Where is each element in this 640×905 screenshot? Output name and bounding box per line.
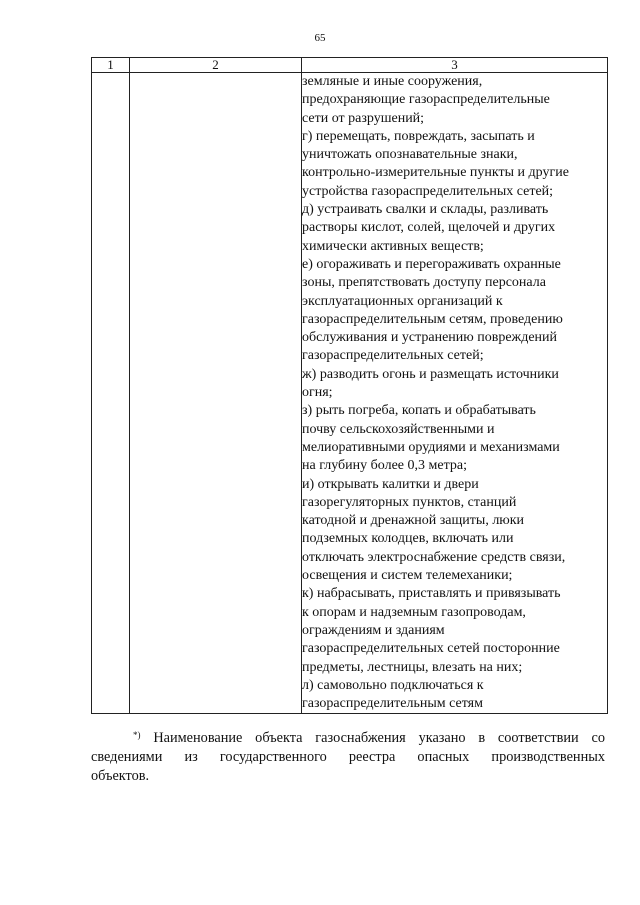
text-line: газорегуляторных пунктов, станций	[302, 494, 517, 510]
text-line: мелиоративными орудиями и механизмами	[302, 439, 560, 455]
text-line: контрольно-измерительные пункты и другие	[302, 165, 569, 181]
cell-column-2	[130, 73, 302, 714]
document-table	[91, 57, 608, 714]
text-line: газораспределительных сетей;	[302, 348, 484, 364]
text-line: устройства газораспределительных сетей;	[302, 183, 554, 199]
text-line: ограждениям и зданиям	[302, 622, 445, 638]
text-line: катодной и дренажной защиты, люки	[302, 513, 525, 529]
text-line: химически активных веществ;	[302, 238, 484, 254]
text-line: освещения и систем телемеханики;	[302, 568, 513, 584]
column-header-2: 2	[130, 58, 302, 73]
text-line: к опорам и надземным газопроводам,	[302, 604, 526, 620]
text-line: обслуживания и устранению повреждений	[302, 330, 558, 346]
footnote-marker: *)	[133, 730, 141, 740]
text-line: газораспределительных сетей посторонние	[302, 641, 560, 657]
text-line: л) самовольно подключаться к	[302, 677, 484, 693]
cell-column-3	[302, 73, 608, 714]
text-line: з) рыть погреба, копать и обрабатывать	[302, 403, 536, 419]
cell-column-1	[92, 73, 130, 714]
column-header-1: 1	[92, 58, 130, 73]
table-row	[92, 73, 608, 714]
column-header-3: 3	[302, 58, 608, 73]
table-header-row	[92, 58, 608, 73]
text-line: предметы, лестницы, влезать на них;	[302, 659, 523, 675]
page-number: 65	[314, 32, 326, 44]
text-line: д) устраивать свалки и склады, разливать	[302, 202, 549, 218]
footnote-line	[91, 729, 605, 748]
text-line: земляные и иные сооружения,	[302, 74, 483, 89]
text-line: отключать электроснабжение средств связи,	[302, 549, 566, 565]
text-line: растворы кислот, солей, щелочей и других	[302, 220, 556, 236]
text-line: огня;	[302, 385, 333, 401]
text-line: газораспределительным сетям, проведению	[302, 311, 563, 327]
text-line: газораспределительным сетям	[302, 696, 483, 712]
text-line: и) открывать калитки и двери	[302, 476, 479, 492]
footnote-line: объектов.	[91, 768, 150, 784]
text-line: е) огораживать и перегораживать охранные	[302, 256, 561, 272]
text-line: зоны, препятствовать доступу персонала	[302, 275, 546, 291]
footnote-line: сведениями из государственного реестра опасных производственных	[91, 749, 605, 765]
footnote-text: Наименование объекта газоснабжения указано в соответствии со	[153, 730, 606, 746]
text-line: предохраняющие газораспределительные	[302, 92, 550, 108]
text-line: эксплуатационных организаций к	[302, 293, 503, 309]
text-line: ж) разводить огонь и размещать источники	[302, 366, 559, 382]
text-line: г) перемещать, повреждать, засыпать и	[302, 128, 535, 144]
text-line: уничтожать опознавательные знаки,	[302, 147, 518, 163]
text-line: к) набрасывать, приставлять и привязывать	[302, 586, 561, 602]
text-line: подземных колодцев, включать или	[302, 531, 514, 547]
text-line: на глубину более 0,3 метра;	[302, 458, 467, 474]
text-line: почву сельскохозяйственными и	[302, 421, 495, 437]
footnote	[91, 729, 605, 786]
text-line: сети от разрушений;	[302, 110, 425, 126]
